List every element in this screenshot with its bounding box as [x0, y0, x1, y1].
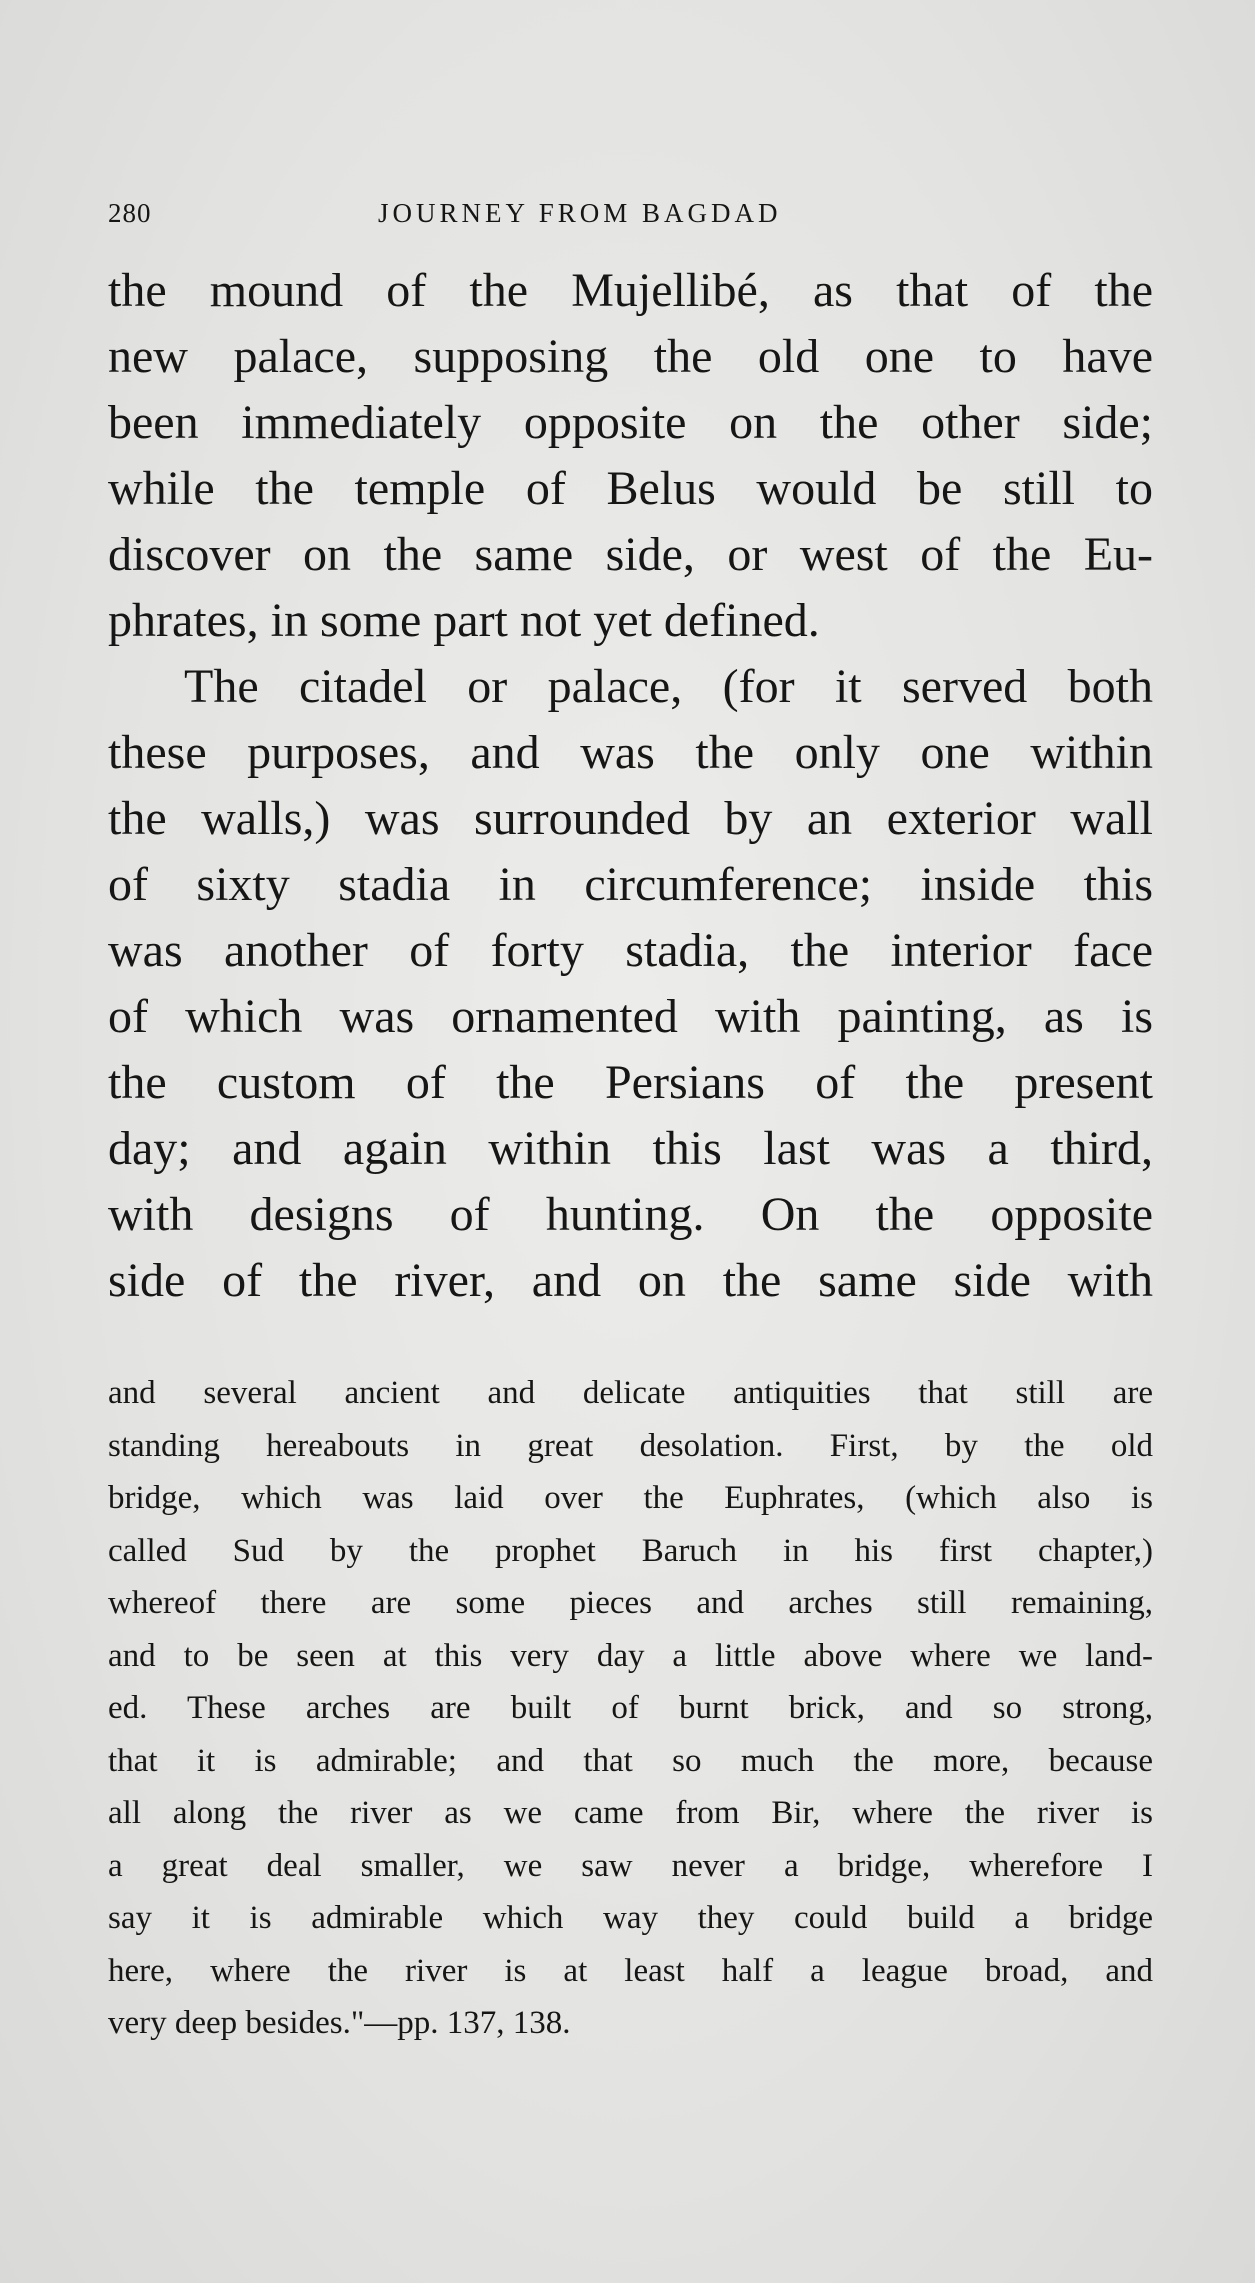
footnote-line: standing hereabouts in great desolation. First, by the old: [108, 1427, 1153, 1464]
footnote-line: ed. These arches are built of burnt brick, and so strong,: [108, 1690, 1153, 1726]
main-text-line: these purposes, and was the only one within: [108, 726, 1153, 779]
footnote-line: all along the river as we came from Bir, where the river is: [108, 1795, 1153, 1831]
main-text-line: the custom of the Persians of the present: [108, 1056, 1153, 1109]
footnote-line: here, where the river is at least half a league broad, and: [108, 1952, 1153, 1989]
main-text-line: of sixty stadia in circumference; inside this: [108, 858, 1153, 911]
footnote-line: very deep besides."—pp. 137, 138.: [108, 2005, 571, 2041]
footnote-line: say it is admirable which way they could build a bridge: [108, 1900, 1153, 1936]
main-text-line: while the temple of Belus would be still to: [108, 462, 1153, 515]
main-text-line: side of the river, and on the same side with: [108, 1254, 1153, 1307]
footnote: [108, 1367, 1153, 2050]
main-text-line: the walls,) was surrounded by an exterior wall: [108, 792, 1153, 845]
main-text-line: was another of forty stadia, the interior face: [108, 924, 1153, 977]
main-text-line: with designs of hunting. On the opposite: [108, 1188, 1153, 1241]
main-text: [108, 258, 1153, 1314]
footnote-line: called Sud by the prophet Baruch in his first chapter,): [108, 1532, 1153, 1569]
main-text-line: phrates, in some part not yet defined.: [108, 594, 820, 647]
main-text-line: discover on the same side, or west of the Eu-: [108, 528, 1153, 581]
main-text-line: new palace, supposing the old one to have: [108, 330, 1153, 383]
page-header: [108, 198, 1158, 238]
footnote-line: and to be seen at this very day a little above where we land-: [108, 1637, 1153, 1674]
main-text-line: been immediately opposite on the other side;: [108, 396, 1153, 449]
running-head: JOURNEY FROM BAGDAD: [378, 198, 782, 228]
footnote-line: a great deal smaller, we saw never a bridge, wherefore I: [108, 1847, 1153, 1884]
footnote-line: bridge, which was laid over the Euphrates, (which also is: [108, 1480, 1153, 1516]
page-number: 280: [108, 198, 152, 228]
main-text-line: day; and again within this last was a third,: [108, 1122, 1153, 1175]
main-text-line: the mound of the Mujellibé, as that of the: [108, 264, 1153, 317]
footnote-line: whereof there are some pieces and arches still remaining,: [108, 1585, 1153, 1621]
main-text-line: of which was ornamented with painting, as is: [108, 990, 1153, 1043]
paragraph-start-line: The citadel or palace, (for it served both: [184, 660, 1153, 713]
footnote-line: that it is admirable; and that so much the more, because: [108, 1742, 1153, 1779]
footnote-line: and several ancient and delicate antiquities that still are: [108, 1375, 1153, 1411]
